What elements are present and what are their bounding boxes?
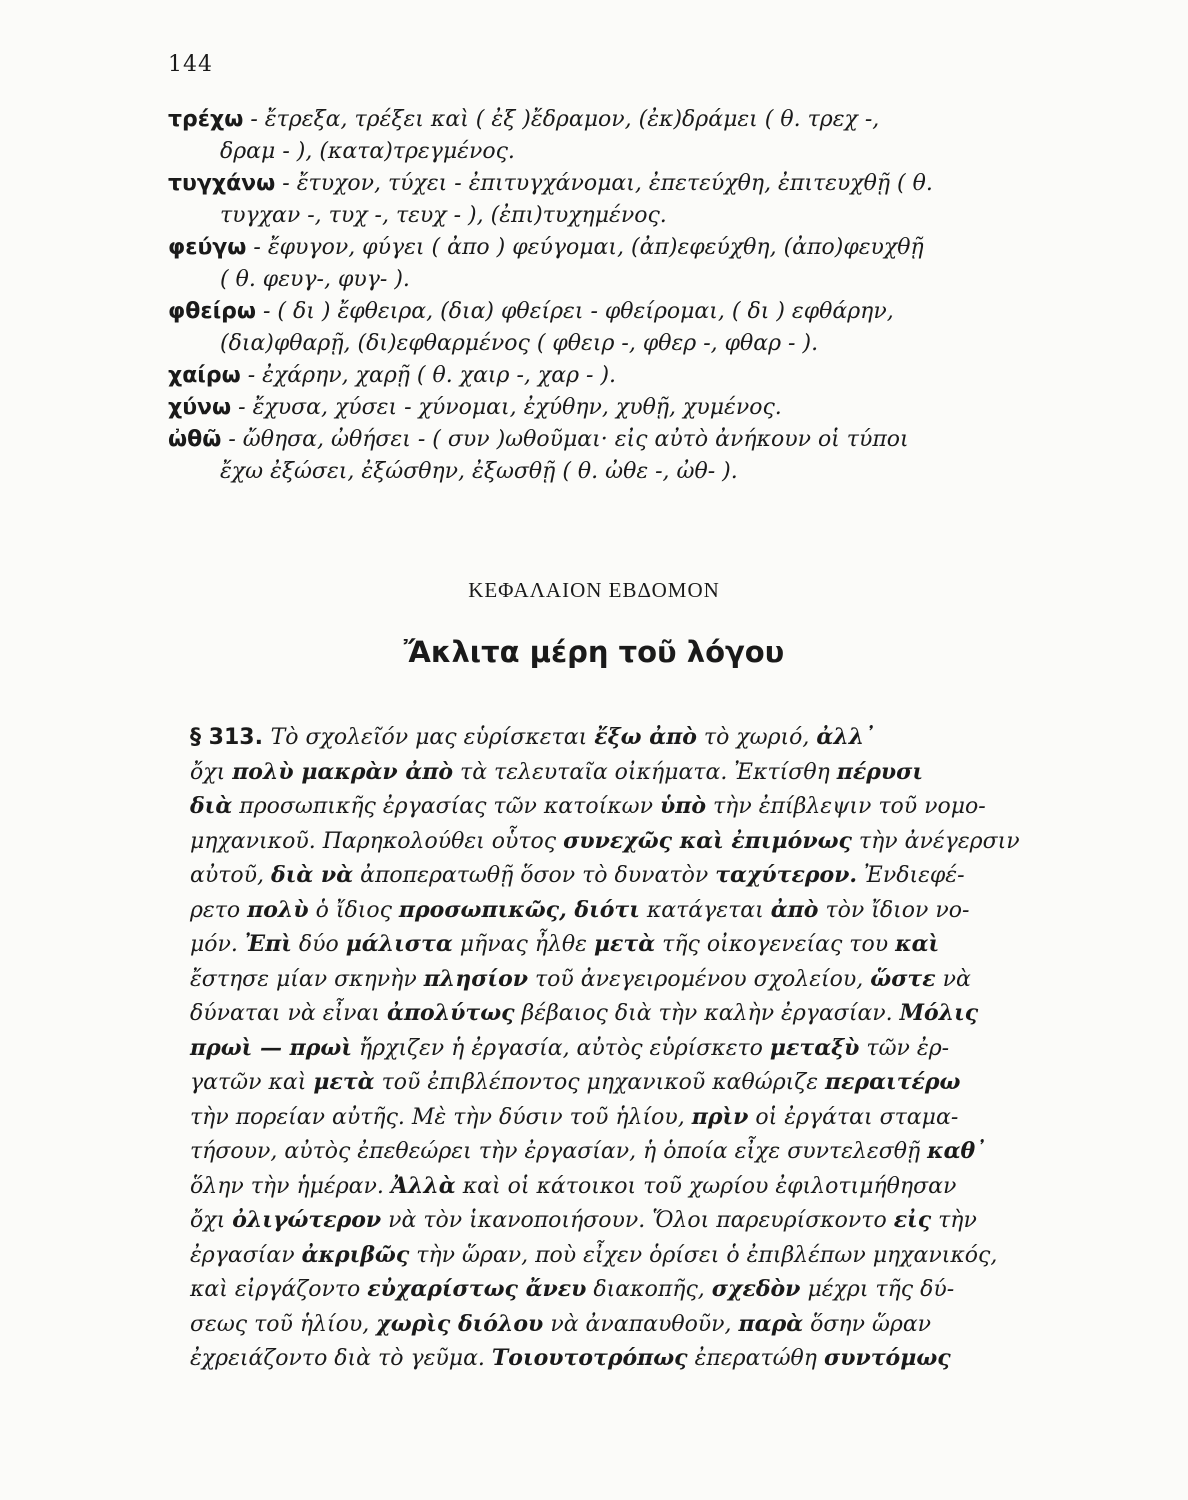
body-line (190, 1169, 1050, 1204)
emphasized-word: Ἐπὶ (244, 931, 292, 957)
text-run: βέβαιος διὰ τὴν καλὴν ἐργασίαν. (514, 1001, 900, 1026)
emphasized-word: Τοιουτοτρόπως (491, 1345, 688, 1371)
verb-line (168, 456, 1048, 488)
text-run: νὰ τὸν ἱκανοποιήσουν. Ὅλοι παρευρίσκοντο (381, 1208, 894, 1233)
emphasized-word: μετὰ (593, 931, 656, 957)
text-run: τοῦ ἐπιβλέποντος μηχανικοῦ καθώριζε (374, 1070, 826, 1095)
emphasized-word: σχεδὸν (711, 1276, 801, 1302)
emphasized-word: ὥστε (870, 965, 936, 992)
section-body (190, 720, 1050, 1376)
emphasized-word: μεταξὺ (769, 1034, 860, 1061)
emphasized-word: καθ᾽ (927, 1138, 987, 1164)
text-run: ἐχρειάζοντο διὰ τὸ γεῦμα. (190, 1346, 492, 1371)
body-line (190, 996, 1050, 1031)
verb-forms: δραμ - ), (κατα)τρεγμένος. (220, 139, 515, 164)
verb-headword: ὠθῶ (168, 427, 222, 452)
body-line (190, 1272, 1050, 1307)
emphasized-word: ἀπὸ (770, 896, 819, 923)
text-run: ἐργασίαν (190, 1242, 302, 1268)
body-line (190, 1134, 1050, 1169)
body-line (190, 824, 1050, 859)
verb-list (168, 104, 1048, 488)
chapter-title: ΚΕΦΑΛΑΙΟΝ ΕΒΔΟΜΟΝ (468, 578, 720, 602)
text-run: τὴν ἐπίβλεψιν τοῦ νομο- (706, 794, 986, 819)
text-run: ἐπερατώθη (687, 1346, 824, 1371)
body-line (190, 858, 1050, 893)
text-run: ὄχι (190, 1208, 233, 1233)
text-run: οἱ ἐργάται σταμα- (748, 1104, 959, 1130)
verb-forms: (δια)φθαρῇ, (δι)εφθαρμένος ( φθειρ -, φθερ -, φθαρ - ). (220, 331, 819, 356)
verb-line (168, 232, 1048, 264)
verb-line (168, 200, 1048, 232)
text-run: τὴν πορείαν αὐτῆς. Μὲ τὴν δύσιν τοῦ ἡλίου, (190, 1104, 692, 1130)
body-line (190, 1065, 1050, 1100)
text-run: ἔστησε μίαν σκηνὴν (190, 966, 424, 992)
section-number: § 313. (190, 725, 271, 750)
text-run: αὐτοῦ, (190, 863, 272, 888)
body-line (190, 1100, 1050, 1135)
body-line (190, 927, 1050, 962)
emphasized-word: ἔξω ἀπὸ (594, 724, 697, 750)
verb-line (168, 168, 1048, 200)
section-heading: Ἄκλιτα μέρη τοῦ λόγου (403, 635, 785, 669)
emphasized-word: διὰ νὰ (271, 862, 354, 888)
emphasized-word: πολὺ (247, 896, 309, 923)
emphasized-word: παρὰ (738, 1310, 804, 1337)
verb-headword: φθείρω (168, 299, 257, 324)
verb-forms: τυγχαν -, τυχ -, τευχ - ), (ἐπι)τυχημένος. (220, 203, 667, 228)
text-run: μέχρι τῆς δύ- (800, 1277, 955, 1302)
verb-headword: φεύγω (168, 235, 247, 260)
text-run: ἀποπερατωθῇ ὅσον τὸ δυνατὸν (353, 863, 716, 888)
verb-forms: - ἔτυχον, τύχει - ἐπιτυγχάνομαι, ἐπετεύχθη, ἐπιτευχθῇ ( θ. (275, 171, 933, 196)
emphasized-word: ταχύτερον. (715, 862, 858, 888)
emphasized-word: περαιτέρω (825, 1069, 961, 1095)
body-line (190, 720, 1050, 755)
verb-forms: ἔχω ἐξώσει, ἐξώσθην, ἐξωσθῇ ( θ. ὠθε -, ὠθ- ). (220, 459, 738, 484)
body-line (190, 789, 1050, 824)
emphasized-word: ἀλλ᾽ (816, 724, 876, 750)
text-run: καὶ εἰργάζοντο (190, 1277, 368, 1302)
verb-forms: - ἐχάρην, χαρῇ ( θ. χαιρ -, χαρ - ). (240, 363, 617, 388)
text-run: δύο (291, 932, 346, 957)
text-run: ρετο (190, 897, 248, 923)
text-run: μῆνας ἦλθε (452, 932, 594, 957)
text-run: τῶν ἐρ- (859, 1035, 950, 1061)
text-run: τοῦ ἀνεγειρομένου σχολείου, (528, 966, 871, 992)
emphasized-word: Μόλις (899, 1000, 979, 1026)
emphasized-word: καὶ (895, 931, 940, 957)
verb-line (168, 264, 1048, 296)
emphasized-word: πέρυσι (836, 758, 923, 785)
text-run: τὴν (931, 1208, 977, 1233)
verb-headword: χαίρω (168, 363, 241, 388)
text-run: τὴν ὥραν, ποὺ εἶχεν ὁρίσει ὁ ἐπιβλέπων μηχανικός, (409, 1242, 998, 1268)
emphasized-word: ἀκριβῶς (301, 1241, 410, 1268)
verb-forms: ( θ. φευγ-, φυγ- ). (220, 267, 410, 292)
verb-forms: - ( δι ) ἔφθειρα, (δια) φθείρει - φθείρομαι, ( δι ) εφθάρην, (256, 299, 894, 324)
emphasized-word: μετὰ (313, 1069, 375, 1095)
emphasized-word: διὰ (190, 793, 233, 819)
text-run: ὁ ἴδιος (308, 897, 399, 923)
body-line (190, 1238, 1050, 1273)
page-number: 144 (168, 52, 213, 77)
text-run: ὅλην τὴν ἡμέραν. (190, 1173, 391, 1199)
body-line (190, 893, 1050, 928)
text-run: ὄχι (190, 759, 233, 785)
text-run: μόν. (190, 932, 245, 957)
text-run: καὶ οἱ κάτοικοι τοῦ χωρίου ἐφιλοτιμήθησαν (455, 1173, 957, 1199)
emphasized-word: εὐχαρίστως ἄνευ (367, 1276, 587, 1302)
body-line (190, 1031, 1050, 1066)
emphasized-word: εἰς (893, 1207, 932, 1233)
text-run: ἤρχιζεν ἡ ἐργασία, αὐτὸς εὑρίσκετο (351, 1035, 770, 1061)
verb-headword: χύνω (168, 395, 232, 420)
text-run: διακοπῆς, (586, 1277, 712, 1302)
verb-line (168, 328, 1048, 360)
text-run: δύναται νὰ εἶναι (190, 1001, 388, 1026)
verb-headword: τρέχω (168, 107, 244, 132)
text-run: μηχανικοῦ. Παρηκολούθει οὗτος (190, 828, 564, 854)
verb-line (168, 136, 1048, 168)
text-run: ὅσην ὥραν (803, 1311, 932, 1337)
body-line (190, 1341, 1050, 1376)
text-run: τὴν ἀνέγερσιν (851, 828, 1020, 854)
body-line (190, 755, 1050, 790)
emphasized-word: χωρὶς διόλου (376, 1310, 544, 1337)
verb-line (168, 360, 1048, 392)
text-run: Ἐνδιεφέ- (857, 863, 965, 888)
verb-headword: τυγχάνω (168, 171, 276, 196)
emphasized-word: πλησίον (423, 965, 529, 992)
emphasized-word: πολὺ μακρὰν ἀπὸ (232, 758, 454, 785)
emphasized-word: μάλιστα (345, 931, 453, 957)
text-run: τὰ τελευταῖα οἰκήματα. Ἐκτίσθη (453, 759, 837, 785)
verb-forms: - ὤθησα, ὠθήσει - ( συν )ωθοῦμαι· εἰς αὐτὸ ἀνήκουν οἱ τύποι (221, 427, 909, 452)
text-run: νὰ (935, 966, 971, 992)
text-run: σεως τοῦ ἡλίου, (190, 1311, 377, 1337)
text-run: τὸ χωριό, (696, 725, 817, 750)
text-run: γατῶν καὶ (190, 1070, 314, 1095)
verb-forms: - ἔτρεξα, τρέξει καὶ ( ἐξ )ἔδραμον, (ἐκ)δράμει ( θ. τρεχ -, (243, 107, 880, 132)
body-line (190, 1203, 1050, 1238)
emphasized-word: πρωὶ — πρωὶ (190, 1034, 352, 1061)
emphasized-word: ἀπολύτως (387, 1000, 515, 1026)
verb-forms: - ἔχυσα, χύσει - χύνομαι, ἐχύθην, χυθῇ, χυμένος. (231, 395, 782, 420)
emphasized-word: ὑπὸ (659, 793, 706, 819)
body-line (190, 962, 1050, 997)
text-run: Τὸ σχολεῖόν μας εὑρίσκεται (270, 725, 595, 750)
text-run: τῆς οἰκογενείας του (655, 932, 896, 957)
text-run: νὰ ἀναπαυθοῦν, (543, 1311, 739, 1337)
emphasized-word: πρὶν (691, 1103, 749, 1130)
verb-forms: - ἔφυγον, φύγει ( ἀπο ) φεύγομαι, (ἀπ)εφεύχθη, (ἀπο)φευχθῇ (246, 235, 924, 260)
verb-line (168, 392, 1048, 424)
body-line (190, 1307, 1050, 1342)
text-run: τὸν ἴδιον νο- (818, 897, 970, 923)
emphasized-word: συντόμως (823, 1345, 951, 1371)
emphasized-word: συνεχῶς καὶ ἐπιμόνως (563, 827, 852, 854)
text-run: προσωπικῆς ἐργασίας τῶν κατοίκων (232, 794, 660, 819)
emphasized-word: Ἀλλὰ (390, 1172, 456, 1199)
verb-line (168, 104, 1048, 136)
verb-line (168, 296, 1048, 328)
verb-line (168, 424, 1048, 456)
text-run: κατάγεται (639, 897, 771, 923)
emphasized-word: προσωπικῶς, διότι (398, 896, 640, 923)
text-run: τήσουν, αὐτὸς ἐπεθεώρει τὴν ἐργασίαν, ἡ ὁποία εἶχε συντελεσθῇ (190, 1139, 928, 1164)
emphasized-word: ὀλιγώτερον (232, 1207, 382, 1233)
